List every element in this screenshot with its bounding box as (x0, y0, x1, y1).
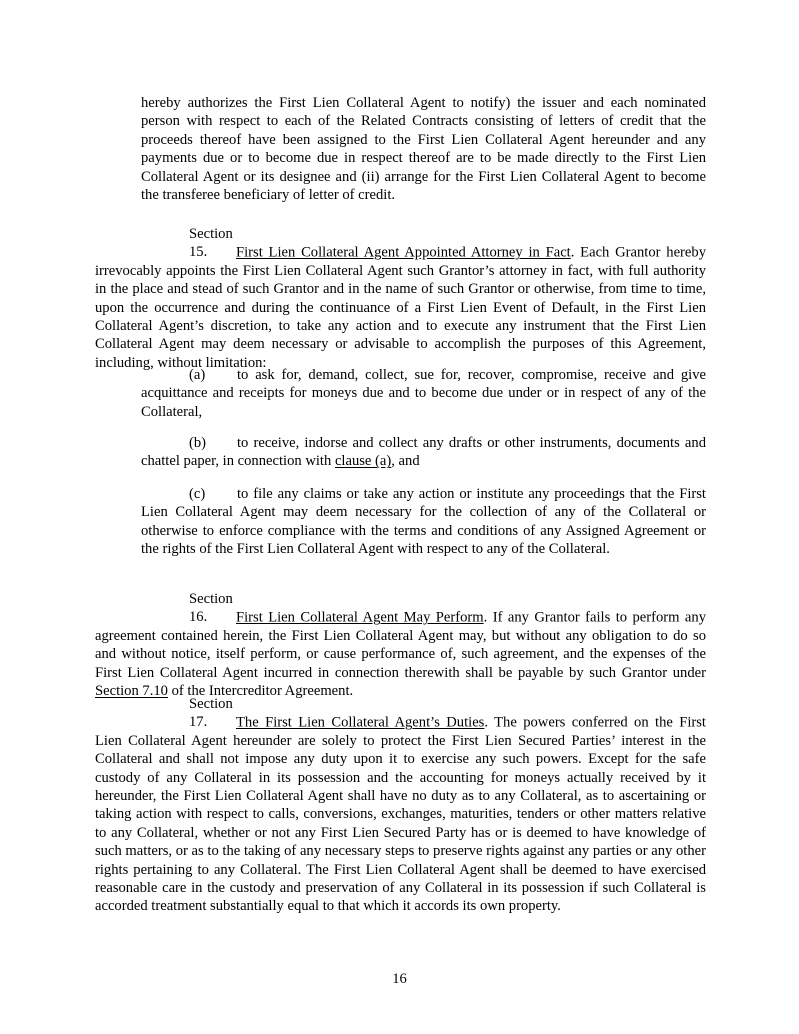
clause-b-label: (b) (189, 435, 207, 451)
clause-b-paragraph (141, 434, 706, 471)
section-7-10-reference: Section 7.10 (95, 683, 168, 700)
section-17-heading: The First Lien Collateral Agent’s Duties (236, 714, 485, 731)
section-16-paragraph: Section 16. First Lien Collateral Agent May Perform. If any Grantor fails to perform any agreement contained herein, the First Lien Collateral Agent may, but without any obligation to do so and without notice, itself perform, or cause performance of, such agreement, and the expenses of the First Lien Collateral Agent incurred in connection therewith shall be payable by such Grantor under Section 7.10 of the Intercreditor Agreement. (95, 591, 706, 700)
clause-b-text-end: , and (391, 453, 420, 470)
clause-a-paragraph (141, 366, 706, 421)
section-15-paragraph: Section 15. First Lien Collateral Agent Appointed Attorney in Fact. Each Grantor hereby irrevocably appoints the First Lien Collateral Agent such Grantor’s attorney in fact, with full authority in the place and stead of such Grantor and in the name of such Grantor or otherwise, from time to time, upon the occurrence and during the continuance of a First Lien Event of Default, in the First Lien Collateral Agent’s discretion, to take any action and to execute any instrument that the First Lien Collateral Agent may deem necessary or advisable to accomplish the purposes of this Agreement, including, without limitation: (95, 226, 706, 371)
section-16-text-end: of the Intercreditor Agreement. (167, 683, 354, 700)
section-15-text: Each Grantor hereby irrevocably appoints the First Lien Collateral Agent such Grantor’s attorney in fact, with full authority in the place and stead of such Grantor and in the name of such Grantor or otherwise, from time to time, upon the occurrence and during the continuance of a First Lien Event of Default, in the First Lien Collateral Agent’s discretion, to take any action and to execute any instrument that the First Lien Collateral Agent may deem necessary or advisable to accomplish the purposes of this Agreement, including, without limitation: (95, 244, 706, 371)
page-number: 16 (392, 971, 407, 987)
clause-a-label: (a) (189, 367, 206, 383)
section-15-number: Section 15. (189, 226, 233, 261)
section-17-text: The powers conferred on the First Lien Collateral Agent hereunder are solely to protect the First Lien Secured Parties’ interest in the Collateral and shall not impose any duty upon it to exercise any such powers. Except for the safe custody of any Collateral in its possession and the accounting for moneys actually received by it hereunder, the First Lien Collateral Agent shall have no duty as to any Collateral, as to ascertaining or taking action with respect to calls, conversions, exchanges, maturities, tenders or other matters relative to any Collateral, whether or not any First Lien Secured Party has or is deemed to have knowledge of such matters, or as to the taking of any necessary steps to preserve rights against any parties or any other rights pertaining to any Collateral. The First Lien Collateral Agent shall be deemed to have exercised reasonable care in the custody and preservation of any Collateral in its possession if such Collateral is accorded treatment substantially equal to that which it accords its own property. (95, 714, 706, 915)
section-16-heading: First Lien Collateral Agent May Perform (236, 609, 484, 626)
clause-b-text: to receive, indorse and collect any drafts or other instruments, documents and chattel paper, in connection with (141, 435, 706, 470)
section-17-paragraph: Section 17. The First Lien Collateral Agent’s Duties. The powers conferred on the First Lien Collateral Agent hereunder are solely to protect the First Lien Secured Parties’ interest in the Collateral and shall not impose any duty upon it to exercise any such powers. Except for the safe custody of any Collateral in its possession and the accounting for moneys actually received by it hereunder, the First Lien Collateral Agent shall have no duty as to any Collateral, as to ascertaining or taking action with respect to calls, conversions, exchanges, maturities, tenders or other matters relative to any Collateral, whether or not any First Lien Secured Party has or is deemed to have knowledge of such matters, or as to the taking of any necessary steps to preserve rights against any parties or any other rights pertaining to any Collateral. The First Lien Collateral Agent shall be deemed to have exercised reasonable care in the custody and preservation of any Collateral in its possession if such Collateral is accorded treatment substantially equal to that which it accords its own property. (95, 696, 706, 915)
continuation-text: hereby authorizes the First Lien Collateral Agent to notify) the issuer and each nominated person with respect to each of the Related Contracts consisting of letters of credit that the proceeds thereof have been assigned to the First Lien Collateral Agent hereunder and any payments due or to become due in respect thereof are to be made directly to the First Lien Collateral Agent or its designee and (ii) arrange for the First Lien Collateral Agent to become the transferee beneficiary of letter of credit. (141, 95, 706, 204)
section-16-text: If any Grantor fails to perform any agreement contained herein, the First Lien Collateral Agent may, but without any obligation to do so and without notice, itself perform, or cause performance of, such agreement, and the expenses of the First Lien Collateral Agent incurred in connection therewith shall be payable by such Grantor under (95, 609, 706, 681)
continuation-paragraph (141, 94, 706, 204)
section-17-number: Section 17. (189, 696, 233, 731)
clause-c-paragraph (141, 485, 706, 559)
clause-a-reference: clause (a) (334, 453, 392, 470)
clause-c-label: (c) (189, 486, 206, 502)
clause-c-text: to file any claims or take any action or institute any proceedings that the First Lien Collateral Agent may deem necessary for the collection of any of the Collateral or otherwise to enforce compliance with the terms and conditions of any Assigned Agreement or the rights of the First Lien Collateral Agent with respect to any of the Collateral. (141, 486, 706, 558)
section-16-number: Section 16. (189, 591, 233, 626)
clause-a-text: to ask for, demand, collect, sue for, recover, compromise, receive and give acquittance and receipts for moneys due and to become due under or in respect of any of the Collateral, (141, 367, 706, 420)
section-15-heading: First Lien Collateral Agent Appointed Attorney in Fact (236, 244, 571, 261)
